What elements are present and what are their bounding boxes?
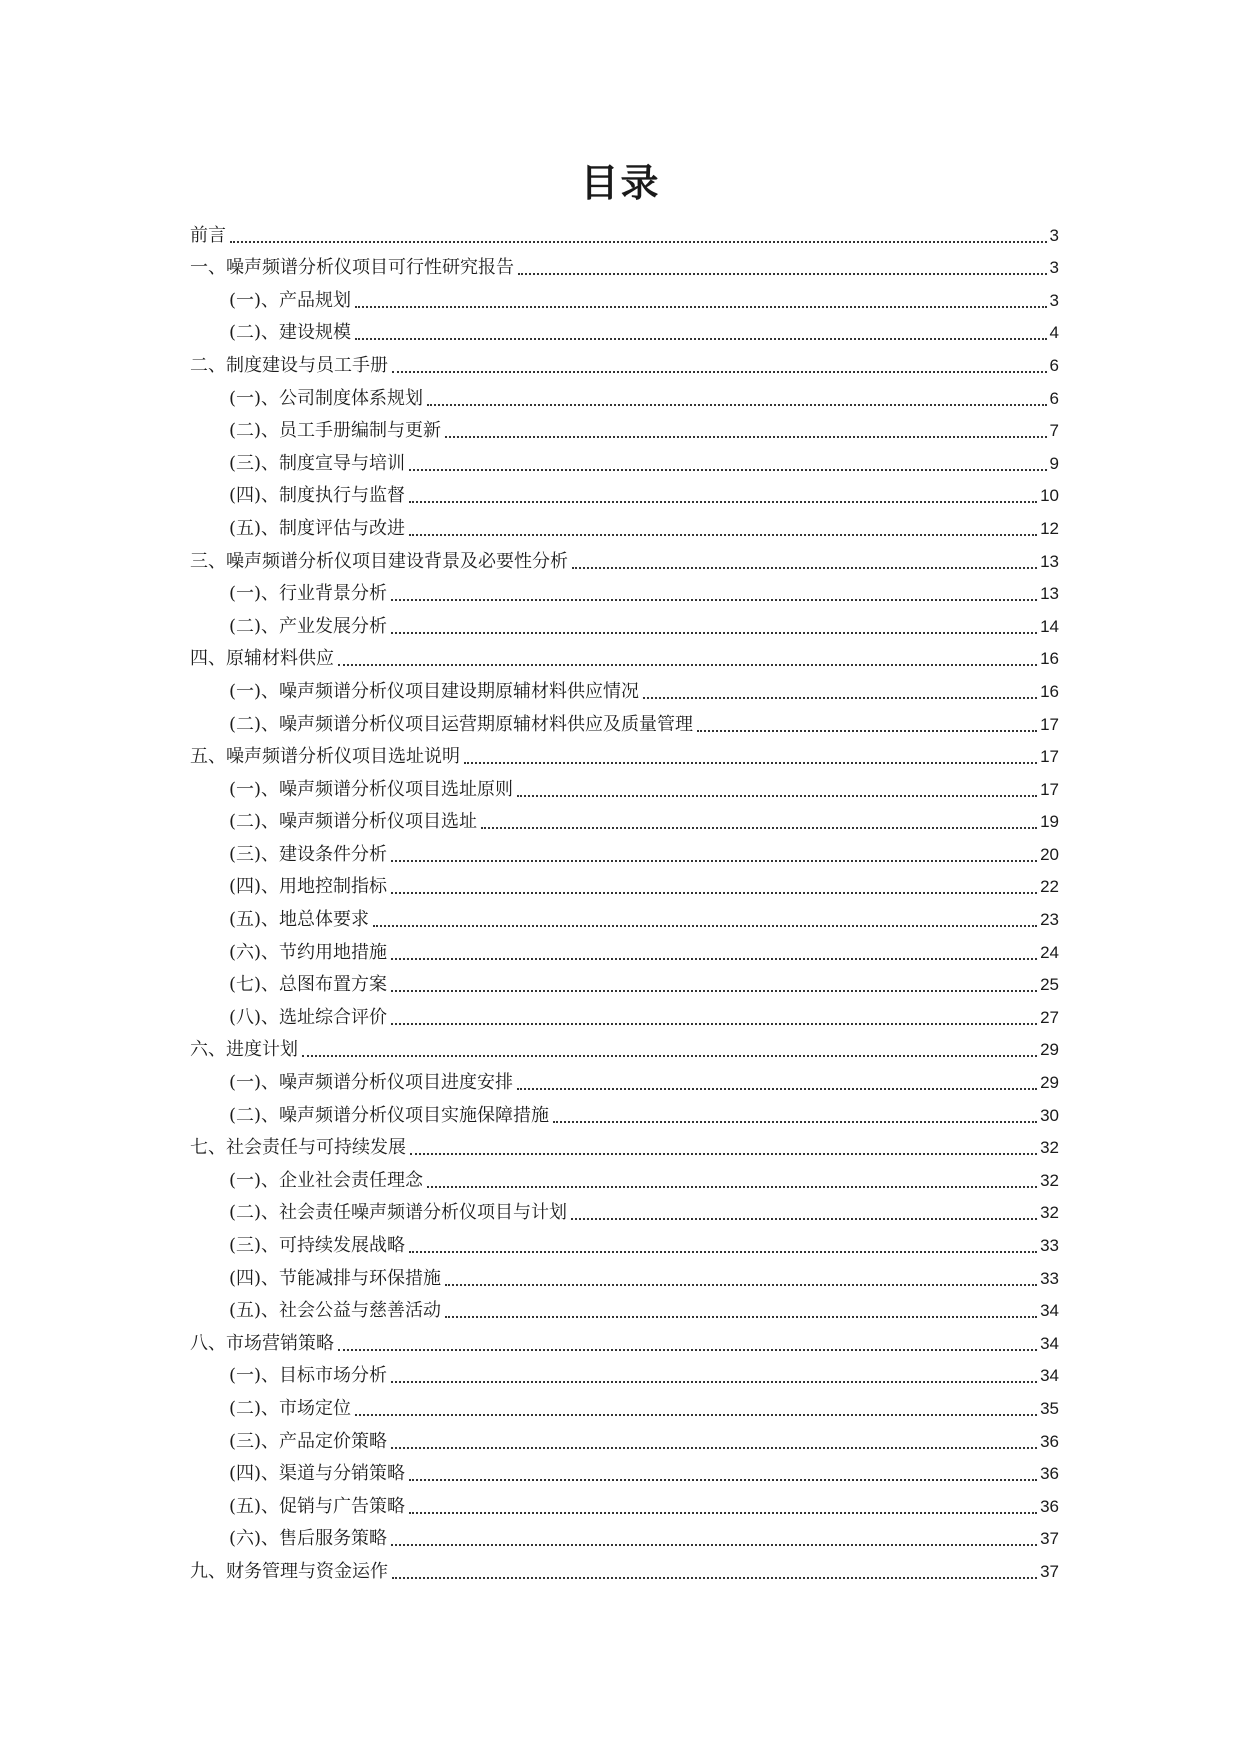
toc-dot-leader	[391, 599, 1037, 601]
toc-section-entry[interactable]	[190, 1195, 1059, 1228]
toc-entry-label: (一)、目标市场分析	[229, 1365, 388, 1387]
toc-page-number: 16	[1040, 649, 1059, 669]
toc-dot-leader	[427, 404, 1046, 406]
toc-page-number: 37	[1040, 1561, 1059, 1581]
toc-section-entry[interactable]	[190, 1358, 1059, 1391]
toc-entry-label: (五)、制度评估与改进	[229, 517, 406, 539]
toc-section-entry[interactable]	[190, 478, 1059, 511]
toc-dot-leader	[464, 762, 1037, 764]
toc-entry-label: (一)、企业社会责任理念	[229, 1169, 424, 1191]
toc-section-entry[interactable]	[190, 1293, 1059, 1326]
toc-entry-label: (一)、噪声频谱分析仪项目建设期原辅材料供应情况	[229, 680, 640, 702]
toc-dot-leader	[392, 371, 1047, 373]
toc-page-number: 19	[1040, 812, 1059, 832]
toc-dot-leader	[391, 1023, 1037, 1025]
toc-entry-label: (二)、社会责任噪声频谱分析仪项目与计划	[229, 1202, 568, 1224]
toc-page-number: 29	[1040, 1073, 1059, 1093]
toc-dot-leader	[553, 1121, 1037, 1123]
toc-page-number: 33	[1040, 1236, 1059, 1255]
toc-entry-label: 六、进度计划	[190, 1039, 298, 1061]
toc-page-number: 25	[1040, 975, 1059, 995]
toc-chapter-entry[interactable]	[190, 1553, 1059, 1586]
toc-section-entry[interactable]	[190, 999, 1059, 1032]
toc-section-entry[interactable]	[190, 901, 1059, 934]
toc-dot-leader	[302, 1055, 1037, 1057]
toc-page-number: 17	[1040, 714, 1059, 734]
toc-section-entry[interactable]	[190, 413, 1059, 446]
toc-dot-leader	[518, 273, 1047, 275]
toc-entry-label: (三)、建设条件分析	[229, 843, 388, 865]
toc-page-number: 33	[1040, 1268, 1059, 1288]
toc-section-entry[interactable]	[190, 445, 1059, 478]
toc-entry-label: (三)、制度宣导与培训	[229, 452, 406, 474]
toc-page-number: 37	[1040, 1529, 1059, 1549]
toc-page-number: 13	[1040, 551, 1059, 571]
toc-dot-leader	[373, 925, 1037, 927]
toc-section-entry[interactable]	[190, 1227, 1059, 1260]
toc-page-number: 6	[1049, 355, 1059, 375]
toc-dot-leader	[338, 1349, 1037, 1351]
toc-entry-label: (二)、噪声频谱分析仪项目运营期原辅材料供应及质量管理	[229, 713, 694, 735]
toc-page-number: 4	[1049, 323, 1059, 343]
toc-entry-label: (八)、选址综合评价	[229, 1006, 388, 1028]
toc-entry-label: (六)、节约用地措施	[229, 941, 388, 963]
toc-entry-label: (五)、社会公益与慈善活动	[229, 1300, 442, 1322]
toc-entry-label: (四)、渠道与分销策略	[229, 1463, 406, 1485]
toc-page-number: 36	[1040, 1431, 1059, 1451]
toc-page-number: 17	[1040, 779, 1059, 799]
toc-dot-leader	[409, 1479, 1037, 1481]
toc-entry-label: (一)、产品规划	[229, 289, 352, 311]
toc-entry-label: (四)、节能减排与环保措施	[229, 1267, 442, 1289]
toc-page-number: 36	[1040, 1464, 1059, 1484]
toc-dot-leader	[409, 501, 1037, 503]
toc-page-number: 34	[1040, 1333, 1059, 1353]
toc-chapter-entry[interactable]	[190, 739, 1059, 772]
toc-page-number: 3	[1049, 290, 1059, 310]
toc-entry-label: (六)、售后服务策略	[229, 1528, 388, 1550]
toc-entry-label: (一)、噪声频谱分析仪项目选址原则	[229, 778, 514, 800]
toc-dot-leader	[517, 1088, 1037, 1090]
toc-page-number: 36	[1040, 1496, 1059, 1516]
toc-entry-label: 九、财务管理与资金运作	[190, 1560, 388, 1582]
toc-page-number: 35	[1040, 1398, 1059, 1418]
toc-chapter-entry[interactable]	[190, 250, 1059, 283]
toc-entry-label: 二、制度建设与员工手册	[190, 354, 388, 376]
toc-section-entry[interactable]	[190, 1521, 1059, 1554]
toc-entry-label: 五、噪声频谱分析仪项目选址说明	[190, 746, 460, 768]
toc-chapter-entry[interactable]	[190, 347, 1059, 380]
toc-page-number: 7	[1049, 421, 1059, 441]
toc-page-number: 30	[1040, 1105, 1059, 1125]
toc-section-entry[interactable]	[190, 380, 1059, 413]
toc-dot-leader	[571, 1218, 1037, 1220]
toc-dot-leader	[391, 1447, 1037, 1449]
toc-dot-leader	[409, 1512, 1037, 1514]
toc-chapter-entry[interactable]	[190, 1032, 1059, 1065]
toc-entry-label: 七、社会责任与可持续发展	[190, 1137, 406, 1159]
toc-section-entry[interactable]	[190, 1488, 1059, 1521]
toc-entry-label: (二)、员工手册编制与更新	[229, 420, 442, 442]
toc-entry-label: 一、噪声频谱分析仪项目可行性研究报告	[190, 257, 514, 279]
toc-dot-leader	[355, 1414, 1037, 1416]
toc-page-number: 24	[1040, 942, 1059, 962]
toc-entry-label: (七)、总图布置方案	[229, 974, 388, 996]
toc-dot-leader	[481, 827, 1037, 829]
toc-section-entry[interactable]	[190, 608, 1059, 641]
toc-section-entry[interactable]	[190, 836, 1059, 869]
toc-dot-leader	[355, 306, 1046, 308]
toc-section-entry[interactable]	[190, 282, 1059, 315]
toc-dot-leader	[427, 1186, 1037, 1188]
toc-entry-label: (一)、行业背景分析	[229, 583, 388, 605]
toc-section-entry[interactable]	[190, 1456, 1059, 1489]
toc-page-number: 32	[1040, 1170, 1059, 1190]
toc-section-entry[interactable]	[190, 510, 1059, 543]
toc-section-entry[interactable]	[190, 1064, 1059, 1097]
toc-entry-label: 四、原辅材料供应	[190, 648, 334, 670]
toc-page-number: 34	[1040, 1301, 1059, 1321]
toc-chapter-entry[interactable]	[190, 543, 1059, 576]
toc-entry-label: (二)、建设规模	[229, 322, 352, 344]
toc-chapter-entry[interactable]	[190, 1130, 1059, 1163]
table-of-contents	[190, 217, 1059, 1586]
toc-page-number: 27	[1040, 1007, 1059, 1027]
toc-page-number: 29	[1040, 1040, 1059, 1060]
toc-page-number: 20	[1040, 844, 1059, 864]
toc-page-number: 12	[1040, 518, 1059, 538]
toc-section-entry[interactable]	[190, 1423, 1059, 1456]
toc-section-entry[interactable]	[190, 706, 1059, 739]
toc-entry-label: (一)、公司制度体系规划	[229, 387, 424, 409]
toc-dot-leader	[338, 664, 1037, 666]
toc-page-number: 14	[1040, 616, 1059, 636]
toc-page-number: 34	[1040, 1366, 1059, 1386]
toc-chapter-entry[interactable]	[190, 217, 1059, 250]
toc-section-entry[interactable]	[190, 1260, 1059, 1293]
toc-entry-label: (一)、噪声频谱分析仪项目进度安排	[229, 1072, 514, 1094]
toc-page-number: 10	[1040, 486, 1059, 506]
toc-entry-label: (四)、制度执行与监督	[229, 485, 406, 507]
toc-dot-leader	[391, 1381, 1037, 1383]
toc-section-entry[interactable]	[190, 1097, 1059, 1130]
toc-dot-leader	[392, 1577, 1037, 1579]
toc-dot-leader	[355, 338, 1046, 340]
toc-page-number: 13	[1040, 584, 1059, 604]
toc-dot-leader	[409, 1251, 1037, 1253]
toc-page-number: 22	[1040, 877, 1059, 897]
toc-dot-leader	[410, 1153, 1037, 1155]
toc-dot-leader	[391, 860, 1037, 862]
toc-page-number: 16	[1040, 681, 1059, 701]
toc-section-entry[interactable]	[190, 315, 1059, 348]
toc-entry-label: (二)、市场定位	[229, 1397, 352, 1419]
toc-dot-leader	[517, 795, 1037, 797]
toc-page-number: 23	[1040, 910, 1059, 930]
toc-dot-leader	[445, 1284, 1037, 1286]
toc-entry-label: 三、噪声频谱分析仪项目建设背景及必要性分析	[190, 550, 568, 572]
toc-dot-leader	[230, 241, 1047, 243]
toc-page-number: 32	[1040, 1203, 1059, 1223]
toc-section-entry[interactable]	[190, 576, 1059, 609]
toc-dot-leader	[445, 1316, 1037, 1318]
toc-chapter-entry[interactable]	[190, 1325, 1059, 1358]
toc-section-entry[interactable]	[190, 673, 1059, 706]
toc-dot-leader	[391, 1544, 1037, 1546]
toc-page-number: 3	[1049, 225, 1059, 245]
toc-dot-leader	[391, 990, 1037, 992]
toc-page-number: 9	[1049, 453, 1059, 473]
toc-section-entry[interactable]	[190, 967, 1059, 1000]
toc-section-entry[interactable]	[190, 1162, 1059, 1195]
toc-entry-label: (五)、促销与广告策略	[229, 1495, 406, 1517]
toc-entry-label: (二)、产业发展分析	[229, 615, 388, 637]
toc-entry-label: (四)、用地控制指标	[229, 876, 388, 898]
toc-dot-leader	[391, 958, 1037, 960]
page-title: 目录	[580, 161, 661, 205]
toc-chapter-entry[interactable]	[190, 641, 1059, 674]
toc-section-entry[interactable]	[190, 934, 1059, 967]
toc-dot-leader	[391, 892, 1037, 894]
toc-entry-label: (二)、噪声频谱分析仪项目选址	[229, 811, 478, 833]
toc-entry-label: (三)、可持续发展战略	[229, 1235, 406, 1256]
toc-entry-label: 八、市场营销策略	[190, 1332, 334, 1354]
toc-section-entry[interactable]	[190, 869, 1059, 902]
toc-section-entry[interactable]	[190, 1390, 1059, 1423]
toc-page-number: 17	[1040, 747, 1059, 767]
toc-page-number: 6	[1049, 388, 1059, 408]
toc-section-entry[interactable]	[190, 804, 1059, 837]
toc-entry-label: (三)、产品定价策略	[229, 1430, 388, 1452]
toc-entry-label: 前言	[190, 224, 226, 246]
toc-dot-leader	[409, 534, 1037, 536]
toc-entry-label: (五)、地总体要求	[229, 909, 370, 931]
toc-dot-leader	[391, 632, 1037, 634]
toc-page-number: 3	[1049, 258, 1059, 278]
toc-dot-leader	[572, 567, 1037, 569]
toc-dot-leader	[409, 469, 1046, 471]
toc-section-entry[interactable]	[190, 771, 1059, 804]
toc-dot-leader	[445, 436, 1046, 438]
toc-dot-leader	[697, 730, 1037, 732]
toc-dot-leader	[643, 697, 1037, 699]
toc-entry-label: (二)、噪声频谱分析仪项目实施保障措施	[229, 1104, 550, 1126]
toc-page-number: 32	[1040, 1138, 1059, 1158]
